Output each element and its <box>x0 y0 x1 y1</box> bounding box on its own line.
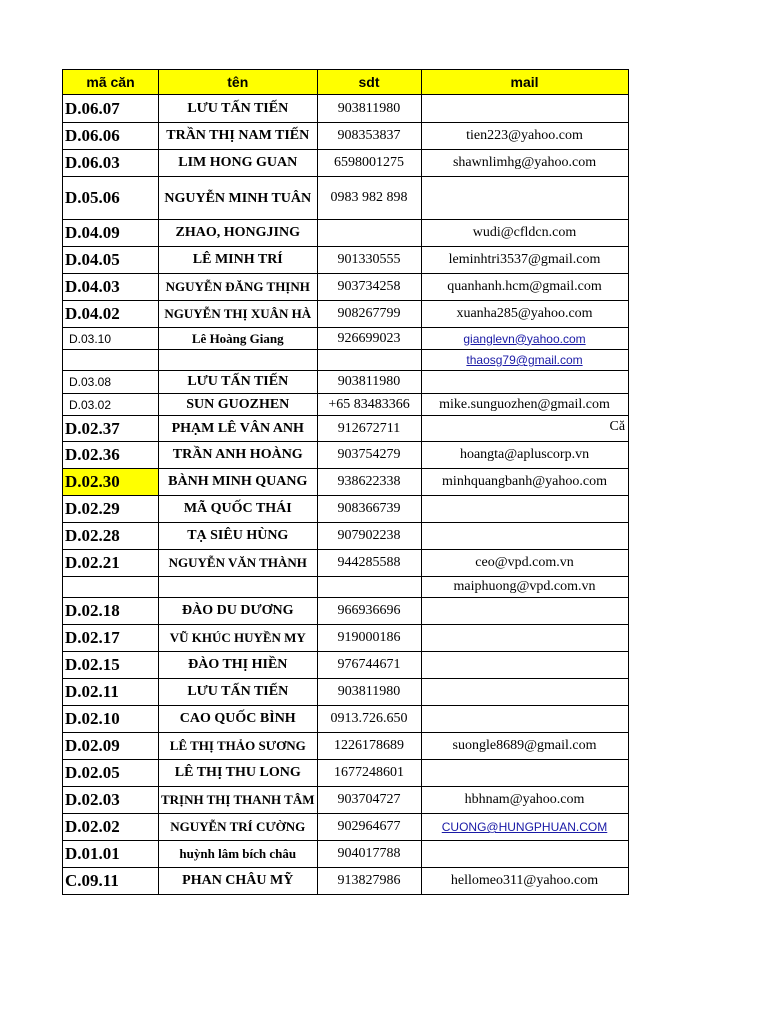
unit-code-cell[interactable]: D.02.28 <box>63 523 159 550</box>
table-row <box>63 123 629 150</box>
unit-code-cell[interactable]: D.04.02 <box>63 301 159 328</box>
table-row <box>63 220 629 247</box>
unit-code-cell[interactable]: D.02.18 <box>63 598 159 625</box>
mail-cell[interactable]: ceo@vpd.com.vn <box>421 550 628 577</box>
mail-cell[interactable] <box>421 523 628 550</box>
unit-code-cell[interactable]: D.02.36 <box>63 442 159 469</box>
unit-code-cell[interactable]: D.04.09 <box>63 220 159 247</box>
mail-cell[interactable] <box>421 625 628 652</box>
unit-code-cell[interactable]: D.04.03 <box>63 274 159 301</box>
phone-cell[interactable]: 907902238 <box>317 523 421 550</box>
name-cell[interactable]: VŨ KHÚC HUYỀN MY <box>159 625 318 652</box>
mail-cell[interactable] <box>421 679 628 706</box>
unit-code-cell[interactable]: D.06.06 <box>63 123 159 150</box>
unit-code-cell[interactable]: D.02.21 <box>63 550 159 577</box>
unit-code-cell[interactable]: D.02.17 <box>63 625 159 652</box>
mail-cell[interactable]: quanhanh.hcm@gmail.com <box>421 274 628 301</box>
mail-cell[interactable]: wudi@cfldcn.com <box>421 220 628 247</box>
unit-code-cell[interactable] <box>63 350 159 371</box>
mail-link[interactable]: CUONG@HUNGPHUAN.COM <box>441 820 608 834</box>
name-cell[interactable]: TRẦN ANH HOÀNG <box>159 442 318 469</box>
table-row <box>63 150 629 177</box>
name-cell[interactable]: LIM HONG GUAN <box>159 150 318 177</box>
phone-cell[interactable]: 903811980 <box>317 679 421 706</box>
mail-cell[interactable] <box>421 706 628 733</box>
phone-cell[interactable]: 919000186 <box>317 625 421 652</box>
unit-code-cell[interactable]: D.02.15 <box>63 652 159 679</box>
unit-code-cell[interactable]: D.02.09 <box>63 733 159 760</box>
name-cell[interactable]: PHAN CHÂU MỸ <box>159 868 318 895</box>
table-row <box>63 328 629 350</box>
mail-cell[interactable]: suongle8689@gmail.com <box>421 733 628 760</box>
phone-cell[interactable]: 1226178689 <box>317 733 421 760</box>
phone-cell[interactable]: 938622338 <box>317 469 421 496</box>
name-cell[interactable]: TẠ SIÊU HÙNG <box>159 523 318 550</box>
name-cell[interactable]: LÊ THỊ THẢO SƯƠNG <box>159 733 318 760</box>
mail-cell[interactable]: tien223@yahoo.com <box>421 123 628 150</box>
mail-cell[interactable] <box>421 95 628 123</box>
table-row <box>63 301 629 328</box>
mail-cell[interactable] <box>421 598 628 625</box>
name-cell[interactable]: Lê Hoàng Giang <box>159 328 318 350</box>
name-cell[interactable]: LƯU TẤN TIẾN <box>159 95 318 123</box>
phone-cell[interactable]: 6598001275 <box>317 150 421 177</box>
unit-code-cell[interactable]: D.02.29 <box>63 496 159 523</box>
phone-cell[interactable]: 903811980 <box>317 95 421 123</box>
name-cell[interactable]: LÊ THỊ THU LONG <box>159 760 318 787</box>
table-row <box>63 177 629 220</box>
unit-code-cell[interactable]: D.02.11 <box>63 679 159 706</box>
unit-code-cell[interactable]: D.04.05 <box>63 247 159 274</box>
unit-code-cell[interactable]: D.01.01 <box>63 841 159 868</box>
mail-cell[interactable]: hoangta@apluscorp.vn <box>421 442 628 469</box>
unit-code-cell[interactable] <box>63 577 159 598</box>
table-row <box>63 577 629 598</box>
mail-cell[interactable] <box>421 496 628 523</box>
unit-code-cell[interactable]: D.03.02 <box>63 394 159 416</box>
name-cell[interactable]: ĐÀO THỊ HIỀN <box>159 652 318 679</box>
unit-code-cell[interactable]: D.03.10 <box>63 328 159 350</box>
header-row <box>63 70 629 95</box>
overflow-text: Că <box>609 419 626 434</box>
header-name[interactable]: tên <box>159 70 318 95</box>
mail-cell[interactable]: hellomeo311@yahoo.com <box>421 868 628 895</box>
name-cell[interactable]: PHẠM LÊ VÂN ANH <box>159 416 318 442</box>
name-cell[interactable]: NGUYỄN ĐĂNG THỊNH <box>159 274 318 301</box>
table-row <box>63 469 629 496</box>
phone-cell[interactable] <box>317 577 421 598</box>
mail-cell[interactable] <box>421 350 628 371</box>
mail-cell[interactable]: minhquangbanh@yahoo.com <box>421 469 628 496</box>
mail-cell[interactable]: xuanha285@yahoo.com <box>421 301 628 328</box>
table-row <box>63 550 629 577</box>
name-cell[interactable]: SUN GUOZHEN <box>159 394 318 416</box>
phone-cell[interactable]: 901330555 <box>317 247 421 274</box>
phone-cell[interactable]: 908353837 <box>317 123 421 150</box>
table-row <box>63 706 629 733</box>
phone-cell[interactable]: 908267799 <box>317 301 421 328</box>
phone-cell[interactable] <box>317 220 421 247</box>
phone-cell[interactable]: 903734258 <box>317 274 421 301</box>
table-row <box>63 868 629 895</box>
name-cell[interactable]: ZHAO, HONGJING <box>159 220 318 247</box>
table-row <box>63 787 629 814</box>
table-row <box>63 814 629 841</box>
name-cell[interactable]: NGUYỄN VĂN THÀNH <box>159 550 318 577</box>
name-cell[interactable]: MÃ QUỐC THÁI <box>159 496 318 523</box>
unit-code-cell[interactable]: D.05.06 <box>63 177 159 220</box>
table-row <box>63 733 629 760</box>
name-cell[interactable]: LƯU TẤN TIẾN <box>159 679 318 706</box>
phone-cell[interactable]: 908366739 <box>317 496 421 523</box>
table-row <box>63 416 629 442</box>
phone-cell[interactable]: 926699023 <box>317 328 421 350</box>
mail-cell[interactable] <box>421 814 628 841</box>
unit-code-cell[interactable]: D.02.03 <box>63 787 159 814</box>
phone-cell[interactable]: 904017788 <box>317 841 421 868</box>
name-cell[interactable] <box>159 577 318 598</box>
mail-cell[interactable] <box>421 760 628 787</box>
unit-code-cell-highlighted[interactable]: D.02.30 <box>63 469 159 496</box>
table-row <box>63 523 629 550</box>
phone-cell[interactable]: 903754279 <box>317 442 421 469</box>
header-phone[interactable]: sdt <box>317 70 421 95</box>
table-row <box>63 652 629 679</box>
table-row <box>63 442 629 469</box>
table-row <box>63 274 629 301</box>
table-row <box>63 679 629 706</box>
phone-cell[interactable]: 913827986 <box>317 868 421 895</box>
phone-cell[interactable]: 0913.726.650 <box>317 706 421 733</box>
unit-code-cell[interactable]: D.02.02 <box>63 814 159 841</box>
phone-cell[interactable]: 966936696 <box>317 598 421 625</box>
phone-cell[interactable]: 912672711 <box>317 416 421 442</box>
table-row <box>63 394 629 416</box>
contact-sheet <box>62 69 629 895</box>
mail-cell[interactable] <box>421 416 628 442</box>
header-mail[interactable]: mail <box>421 70 628 95</box>
unit-code-cell[interactable]: D.06.07 <box>63 95 159 123</box>
name-cell[interactable]: CAO QUỐC BÌNH <box>159 706 318 733</box>
table-row <box>63 760 629 787</box>
table-row <box>63 350 629 371</box>
unit-code-cell[interactable]: D.02.10 <box>63 706 159 733</box>
phone-cell[interactable]: +65 83483366 <box>317 394 421 416</box>
table-row <box>63 371 629 394</box>
mail-cell[interactable] <box>421 177 628 220</box>
mail-cell[interactable] <box>421 328 628 350</box>
table-row <box>63 598 629 625</box>
phone-cell[interactable] <box>317 350 421 371</box>
unit-code-cell[interactable]: D.06.03 <box>63 150 159 177</box>
name-cell[interactable] <box>159 350 318 371</box>
name-cell[interactable]: NGUYỄN TRÍ CƯỜNG <box>159 814 318 841</box>
table-row <box>63 247 629 274</box>
name-cell[interactable]: NGUYỄN MINH TUÂN <box>159 177 318 220</box>
table-row <box>63 95 629 123</box>
mail-cell[interactable]: mike.sunguozhen@gmail.com <box>421 394 628 416</box>
name-cell[interactable]: LÊ MINH TRÍ <box>159 247 318 274</box>
mail-cell[interactable] <box>421 841 628 868</box>
phone-cell[interactable]: 0983 982 898 <box>317 177 421 220</box>
unit-code-cell[interactable]: C.09.11 <box>63 868 159 895</box>
table-row <box>63 841 629 868</box>
unit-code-cell[interactable]: D.02.37 <box>63 416 159 442</box>
mail-cell[interactable] <box>421 371 628 394</box>
mail-cell[interactable]: shawnlimhg@yahoo.com <box>421 150 628 177</box>
mail-link[interactable]: gianglevn@yahoo.com <box>463 331 586 346</box>
name-cell[interactable]: TRỊNH THỊ THANH TÂM <box>159 787 318 814</box>
phone-cell[interactable]: 903811980 <box>317 371 421 394</box>
mail-cell[interactable]: leminhtri3537@gmail.com <box>421 247 628 274</box>
phone-cell[interactable]: 903704727 <box>317 787 421 814</box>
table-row <box>63 625 629 652</box>
name-cell[interactable]: LƯU TẤN TIẾN <box>159 371 318 394</box>
mail-link[interactable]: thaosg79@gmail.com <box>466 353 583 367</box>
name-cell[interactable]: NGUYỄN THỊ XUÂN HÀ <box>159 301 318 328</box>
table-row <box>63 496 629 523</box>
header-code[interactable]: mã căn <box>63 70 159 95</box>
name-cell[interactable]: TRẦN THỊ NAM TIẾN <box>159 123 318 150</box>
unit-code-cell[interactable]: D.02.05 <box>63 760 159 787</box>
mail-cell[interactable]: maiphuong@vpd.com.vn <box>421 577 628 598</box>
phone-cell[interactable]: 902964677 <box>317 814 421 841</box>
phone-cell[interactable]: 976744671 <box>317 652 421 679</box>
phone-cell[interactable]: 1677248601 <box>317 760 421 787</box>
phone-cell[interactable]: 944285588 <box>317 550 421 577</box>
name-cell[interactable]: BÀNH MINH QUANG <box>159 469 318 496</box>
mail-cell[interactable]: hbhnam@yahoo.com <box>421 787 628 814</box>
name-cell[interactable]: ĐÀO DU DƯƠNG <box>159 598 318 625</box>
name-cell[interactable]: huỳnh lâm bích châu <box>159 841 318 868</box>
mail-cell[interactable] <box>421 652 628 679</box>
unit-code-cell[interactable]: D.03.08 <box>63 371 159 394</box>
